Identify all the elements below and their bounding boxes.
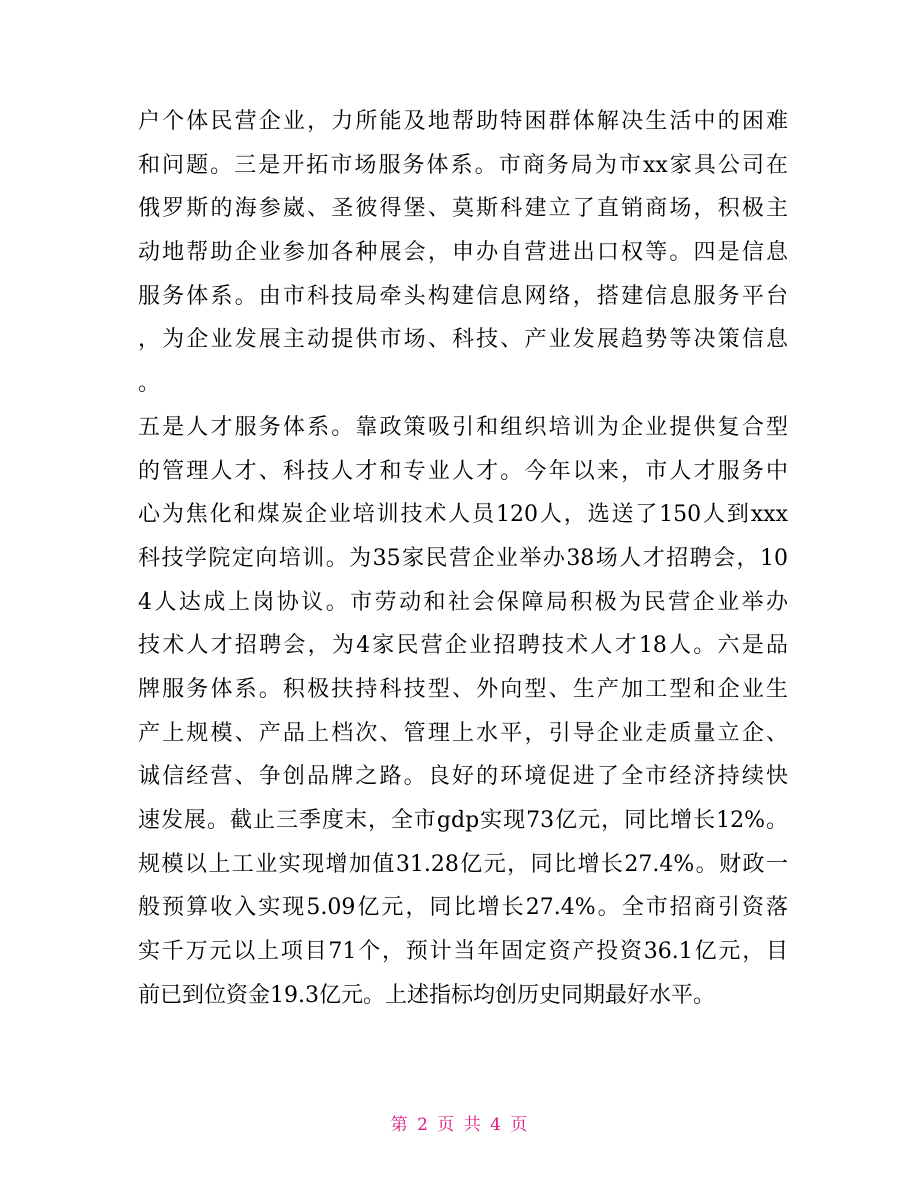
text-line: 前已到位资金19.3亿元。上述指标均创历史同期最好水平。	[138, 982, 715, 1008]
text-line: 。	[138, 371, 161, 397]
text-line: 实千万元以上项目71个，预计当年固定资产投资36.1亿元，目	[138, 939, 788, 965]
page-number-footer: 第 2 页 共 4 页	[390, 1115, 530, 1135]
text-line: 规模以上工业实现增加值31.28亿元，同比增长27.4%。财政一	[138, 851, 788, 877]
text-line: 速发展。截止三季度末，全市gdp实现73亿元，同比增长12%。	[138, 808, 788, 833]
text-line: 户个体民营企业，力所能及地帮助特困群体解决生活中的困难	[138, 109, 788, 134]
text-line: 和问题。三是开拓市场服务体系。市商务局为市xx家具公司在	[138, 152, 788, 178]
text-line: 技术人才招聘会，为4家民营企业招聘技术人才18人。六是品	[138, 633, 788, 659]
text-line: 牌服务体系。积极扶持科技型、外向型、生产加工型和企业生	[138, 676, 788, 702]
text-line: 的管理人才、科技人才和专业人才。今年以来，市人才服务中	[138, 458, 788, 484]
text-line: 产上规模、产品上档次、管理上水平，引导企业走质量立企、	[138, 720, 788, 746]
text-line: 五是人才服务体系。靠政策吸引和组织培训为企业提供复合型	[138, 414, 788, 440]
text-line: 服务体系。由市科技局牵头构建信息网络，搭建信息服务平台	[138, 283, 788, 309]
text-line: 科技学院定向培训。为35家民营企业举办38场人才招聘会，10	[138, 545, 788, 571]
text-line: 般预算收入实现5.09亿元，同比增长27.4%。全市招商引资落	[138, 895, 788, 921]
text-line: 动地帮助企业参加各种展会，申办自营进出口权等。四是信息	[138, 240, 788, 266]
text-line: 4人达成上岗协议。市劳动和社会保障局积极为民营企业举办	[138, 589, 788, 615]
body-text	[138, 100, 788, 1017]
text-line: 诚信经营、争创品牌之路。良好的环境促进了全市经济持续快	[138, 764, 788, 790]
text-line: 俄罗斯的海参崴、圣彼得堡、莫斯科建立了直销商场，积极主	[138, 196, 788, 222]
text-line: ，为企业发展主动提供市场、科技、产业发展趋势等决策信息	[138, 327, 788, 353]
text-line: 心为焦化和煤炭企业培训技术人员120人，选送了150人到xxx	[138, 502, 788, 528]
